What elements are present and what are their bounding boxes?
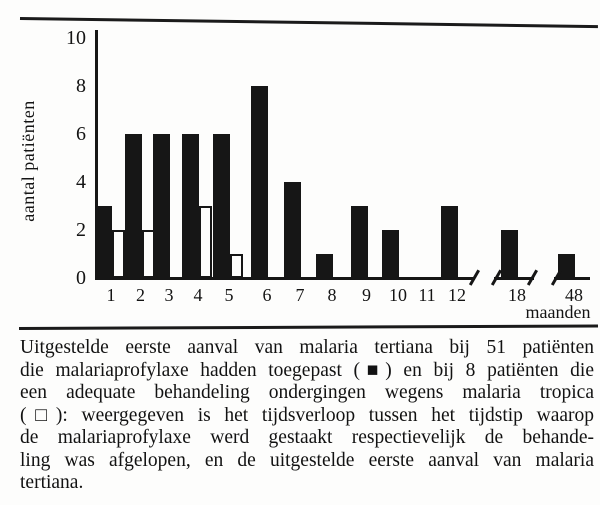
x-tick-label: 8 (327, 285, 337, 305)
x-tick-label: 6 (262, 285, 272, 305)
bar-filled (213, 134, 230, 278)
x-tick-label: 3 (164, 285, 174, 305)
bar-open (199, 206, 212, 278)
x-tick-label: 10 (389, 285, 407, 305)
caption-line: tertiana. (20, 472, 84, 493)
caption-line: een adequate behandeling ondergingen wegens malaria tropica (20, 382, 594, 403)
y-tick-label: 10 (66, 27, 86, 49)
bar-filled (153, 134, 170, 278)
caption-line: de malariaprofylaxe werd gestaakt respectievelijk de behande- (20, 427, 594, 448)
y-tick-label: 0 (76, 267, 86, 289)
bar-filled (441, 206, 458, 278)
bar-filled (351, 206, 368, 278)
figure-caption (20, 337, 594, 495)
x-tick-label: 2 (136, 285, 145, 305)
caption-line: (□): weergegeven is het tijdsverloop tussen het tijdstip waarop (20, 404, 594, 426)
y-tick-label: 2 (76, 219, 86, 241)
bar-filled (558, 254, 575, 278)
x-tick-label: 48 (565, 285, 583, 305)
y-tick-label: 8 (76, 75, 86, 97)
bar-filled (182, 134, 199, 278)
bar-filled (382, 230, 399, 278)
bar-filled (251, 86, 268, 278)
caption-line: Uitgestelde eerste aanval van malaria tertiana bij 51 patiënten (20, 337, 594, 358)
bar-open (112, 230, 125, 278)
x-tick-label: 11 (418, 285, 436, 305)
bar-filled (125, 134, 142, 278)
bar-filled (284, 182, 301, 278)
x-axis-title: maanden (525, 302, 591, 322)
x-tick-label: 4 (193, 285, 203, 305)
y-axis-title: aantal patiënten (18, 100, 38, 222)
caption-line: ling was afgelopen, en de uitgestelde eerste aanval van malaria (20, 449, 594, 471)
bar-filled (316, 254, 333, 278)
x-tick-label: 12 (448, 285, 466, 305)
x-tick-label: 1 (106, 285, 116, 305)
bar-open (230, 254, 243, 278)
x-tick-label: 18 (508, 285, 526, 305)
y-tick-label: 4 (76, 171, 86, 193)
x-tick-label: 5 (224, 285, 234, 305)
x-tick-label: 9 (362, 285, 371, 305)
bar-filled (95, 206, 112, 278)
x-tick-label: 7 (295, 285, 305, 305)
caption-line: die malariaprofylaxe hadden toegepast (■) en bij 8 patiënten die (20, 359, 594, 381)
y-tick-label: 6 (76, 123, 86, 145)
bar-filled (501, 230, 518, 278)
